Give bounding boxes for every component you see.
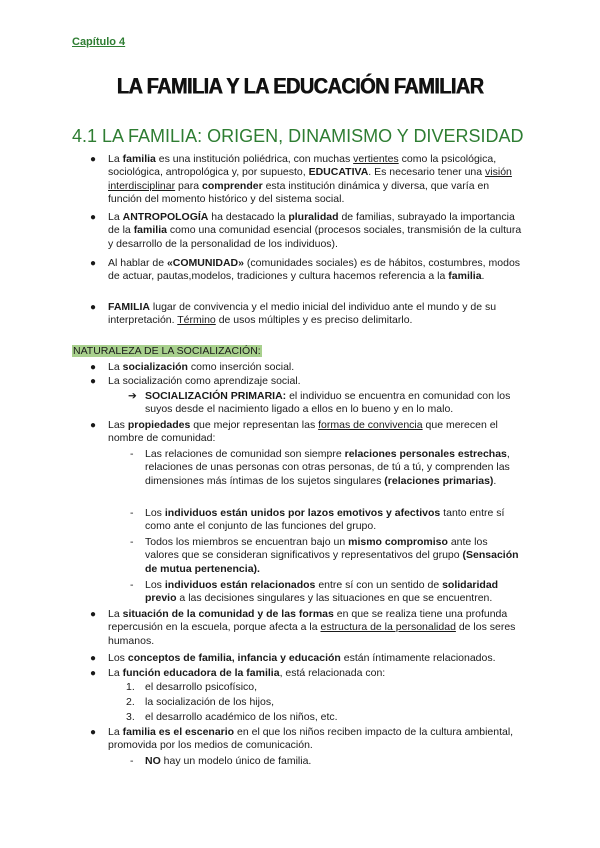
bold-text: relaciones personales estrechas: [344, 448, 507, 460]
bold-text: FAMILIA: [108, 301, 150, 313]
dash-icon: -: [130, 579, 134, 591]
dash-item-text: [145, 579, 523, 606]
bullet-icon: ●: [90, 154, 97, 165]
bold-text: familia: [133, 224, 167, 237]
bold-text: «COMUNIDAD»: [166, 257, 244, 269]
text-run: , está relacionada con:: [279, 667, 386, 679]
text-run: de usos múltiples y es preciso delimitarlo.: [215, 314, 413, 327]
numbered-item-text: la socialización de los hijos,: [145, 696, 274, 708]
text-run: La: [108, 608, 123, 620]
text-run: de los seres humanos.: [108, 621, 516, 647]
arrow-right-icon: ➔: [128, 390, 137, 402]
bold-text: solidaridad previo: [145, 579, 499, 605]
bullet-icon: ●: [90, 258, 97, 269]
underlined-text: estructura de la personalidad: [320, 621, 456, 634]
list-item-text: [108, 652, 524, 665]
dash-item-text: [145, 448, 523, 488]
section-heading: 4.1 LA FAMILIA: ORIGEN, DINAMISMO Y DIVERSIDAD: [72, 126, 524, 146]
bullet-icon: ●: [90, 609, 97, 620]
text-run: que mejor representan las: [190, 419, 319, 431]
text-run: , relaciones de unas personas con otras personas, de tú a tú, y comprenden las dimensiones más íntimas de los sujetos singulares: [145, 448, 510, 487]
bold-text: comprender: [201, 179, 263, 192]
bullet-icon: ●: [90, 668, 97, 679]
text-run: . Es necesario tener una: [368, 166, 486, 179]
list-item-text: [108, 419, 524, 446]
text-run: Al hablar de: [108, 257, 167, 269]
text-run: para: [175, 179, 202, 192]
item-number: 3.: [126, 711, 135, 723]
text-run: en que se realiza tiene una profunda repercusión en la escuela, porque afecta a la: [108, 608, 508, 634]
list-item-text: [108, 257, 524, 284]
bold-text: familia: [122, 153, 156, 165]
dash-item-text: [145, 507, 523, 534]
text-run: La: [108, 361, 123, 373]
text-run: La: [108, 153, 123, 165]
bold-text: pluralidad: [288, 211, 339, 223]
bold-text: individuos están unidos por lazos emotivos y afectivos: [164, 507, 441, 519]
dash-icon: -: [130, 536, 134, 548]
text-run: Los: [108, 652, 128, 664]
dash-icon: -: [130, 448, 134, 460]
text-run: que merecen el nombre de comunidad:: [108, 419, 498, 445]
text-run: Las: [108, 419, 128, 431]
underlined-text: vertientes: [353, 153, 399, 165]
item-number: 1.: [126, 681, 135, 693]
bullet-icon: ●: [90, 420, 97, 431]
text-run: como una comunidad esencial (procesos sociales, transmisión de la cultura y desarrollo de la personalidad de los individuos).: [108, 224, 522, 250]
list-item-text: [108, 375, 524, 388]
bold-text: función educadora de la familia: [122, 667, 280, 679]
text-run: el individuo se encuentra en comunidad con los suyos desde el nacimiento ligado a ellos en lo bueno y en lo malo.: [145, 390, 511, 416]
bullet-icon: ●: [90, 653, 97, 664]
page-title: LA FAMILIA Y LA EDUCACIÓN FAMILIAR: [116, 74, 484, 100]
text-run: como la psicológica, sociológica, antropológica y, por supuesto,: [108, 153, 497, 179]
bold-text: mismo compromiso: [348, 536, 448, 548]
dash-item-text: [145, 755, 523, 768]
text-run: es una institución poliédrica, con muchas: [155, 153, 354, 165]
text-run: como inserción social.: [187, 361, 295, 373]
bold-text: familia es el escenario: [122, 726, 235, 738]
underlined-text: Término: [177, 314, 216, 327]
underlined-text: visión interdisciplinar: [108, 166, 512, 192]
dash-item-text: [145, 536, 523, 576]
bullet-icon: ●: [90, 727, 97, 738]
text-run: ha destacado la: [208, 211, 289, 223]
text-run: entre sí con un sentido de: [315, 579, 443, 591]
numbered-item-text: el desarrollo académico de los niños, etc.: [145, 711, 338, 723]
bold-text: (relaciones primarias): [384, 474, 494, 487]
text-run: La: [108, 726, 123, 738]
bold-text: conceptos de familia, infancia y educación: [127, 652, 341, 664]
text-run: Los: [145, 507, 165, 519]
list-item-text: [108, 361, 524, 374]
text-run: esta institución dinámica y diversa, que varía en función del momento histórico y del sistema social.: [108, 179, 490, 206]
chapter-label: Capítulo 4: [72, 36, 126, 48]
bullet-icon: ●: [90, 362, 97, 373]
dash-icon: -: [130, 507, 134, 519]
text-run: La socialización como aprendizaje social.: [108, 375, 301, 387]
list-item-text: [108, 153, 524, 207]
bold-text: socialización: [122, 361, 188, 373]
text-run: a las decisiones singulares y las situaciones en que se encuentren.: [176, 592, 493, 605]
numbered-item-text: el desarrollo psicofísico,: [145, 681, 258, 693]
dash-icon: -: [130, 755, 134, 767]
text-run: de familias, subrayado la importancia de la: [108, 211, 515, 237]
list-item-text: [108, 608, 524, 648]
text-run: Las relaciones de comunidad son siempre: [145, 448, 345, 460]
bullet-icon: ●: [90, 302, 97, 313]
text-run: tanto entre sí como ante el conjunto de las funciones del grupo.: [145, 507, 505, 533]
text-run: ante los valores que se consideran significativos y representativos del grupo: [145, 536, 488, 562]
text-run: (comunidades sociales) es de hábitos, costumbres, modos de actuar, pautas,modelos, tradiciones y cultura hacemos referencia a la: [108, 257, 521, 283]
item-number: 2.: [126, 696, 135, 708]
list-item-text: [108, 301, 524, 328]
text-run: hay un modelo único de familia.: [160, 755, 312, 767]
list-item-text: [108, 211, 524, 251]
text-run: La: [108, 211, 123, 223]
text-run: .: [493, 474, 497, 487]
bold-text: propiedades: [127, 419, 191, 431]
text-run: Todos los miembros se encuentran bajo un: [145, 536, 349, 548]
text-run: Los: [145, 579, 165, 591]
list-item-text: [108, 667, 524, 680]
sub-item-text: [145, 390, 523, 417]
underlined-text: formas de convivencia: [318, 419, 423, 431]
bold-text: NO: [145, 755, 161, 767]
bold-text: familia: [448, 270, 482, 283]
text-run: .: [481, 270, 485, 283]
subsection-heading: NATURALEZA DE LA SOCIALIZACIÓN:: [73, 345, 261, 357]
bullet-icon: ●: [90, 376, 97, 387]
text-run: en el que los niños reciben impacto de la cultura ambiental, promovida por los medios de comunicación.: [108, 726, 514, 752]
bold-text: EDUCATIVA: [308, 166, 369, 179]
bold-text: (Sensación de mutua pertenencia).: [145, 549, 519, 575]
list-item-text: [108, 726, 524, 753]
bold-text: ANTROPOLOGÍA: [122, 211, 209, 223]
bold-text: SOCIALIZACIÓN PRIMARIA:: [145, 390, 287, 402]
bold-text: individuos están relacionados: [164, 579, 316, 591]
bold-text: situación de la comunidad y de las formas: [122, 608, 334, 620]
text-run: lugar de convivencia y el medio inicial del individuo ante el mundo y de su interpretación.: [108, 301, 497, 327]
text-run: La: [108, 667, 123, 679]
bullet-icon: ●: [90, 212, 97, 223]
text-run: están íntimamente relacionados.: [340, 652, 496, 664]
